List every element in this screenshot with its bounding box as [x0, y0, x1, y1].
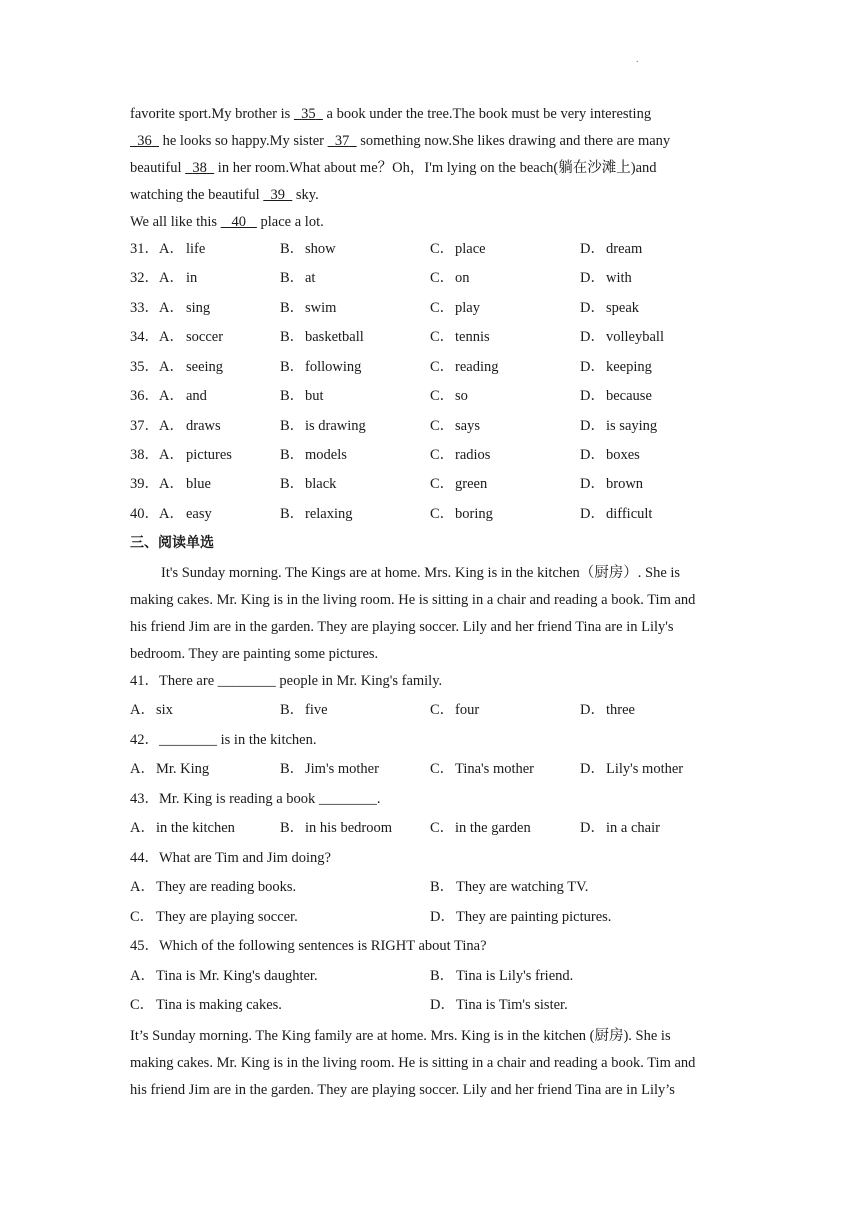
question-stem: 42．________ is in the kitchen. [130, 732, 317, 748]
passage-line: It's Sunday morning. The Kings are at home. Mrs. King is in the kitchen（厨房）. She is [161, 565, 681, 581]
option-label: D． [580, 270, 605, 286]
cloze-blank: 37 [334, 133, 350, 149]
question-number: 32．A． [130, 270, 184, 286]
option-label: B． [280, 329, 305, 345]
passage-line [130, 158, 657, 178]
option-b: They are watching TV. [456, 879, 589, 895]
option-b: Jim's mother [305, 761, 379, 777]
passage-text: he looks so happy.My sister [159, 133, 328, 149]
option-label: D． [580, 447, 605, 463]
cloze-option-row [0, 327, 860, 347]
option-d: volleyball [606, 329, 664, 345]
section-heading: 三、阅读单选 [130, 535, 214, 551]
option-label: B． [280, 241, 305, 257]
option-a: and [186, 388, 207, 404]
question-stem: 44．What are Tim and Jim doing? [130, 850, 331, 866]
passage-line: his friend Jim are in the garden. They are playing soccer. Lily and her friend Tina are in Lily's [130, 619, 674, 635]
cloze-blank: 38 [192, 160, 207, 176]
option-a: soccer [186, 329, 224, 345]
option-row [0, 907, 860, 927]
option-label: C． [430, 447, 455, 463]
option-label: C． [430, 476, 455, 492]
option-label: C． [430, 329, 455, 345]
option-label: C． [430, 506, 455, 522]
option-d: boxes [606, 447, 640, 463]
option-label: C． [430, 761, 455, 777]
option-label: B． [280, 506, 305, 522]
passage-line: making cakes. Mr. King is in the living room. He is sitting in a chair and reading a book. Tim and [130, 592, 696, 608]
option-d: dream [606, 241, 643, 257]
passage-line: making cakes. Mr. King is in the living room. He is sitting in a chair and reading a book. Tim and [130, 1055, 696, 1071]
option-a: six [156, 702, 173, 718]
option-b: but [305, 388, 324, 404]
cloze-option-row [0, 445, 860, 465]
passage-line [130, 212, 324, 232]
option-b: models [305, 447, 347, 463]
option-label: C． [130, 909, 155, 925]
option-label: D． [580, 241, 605, 257]
option-a: in [186, 270, 198, 286]
cloze-option-row [0, 416, 860, 436]
option-label: D． [580, 359, 605, 375]
option-d: because [606, 388, 652, 404]
passage-line [130, 131, 670, 151]
option-b: swim [305, 300, 337, 316]
option-a: pictures [186, 447, 232, 463]
passage-line: It’s Sunday morning. The King family are at home. Mrs. King is in the kitchen (厨房). She is [130, 1028, 671, 1044]
cloze-option-row [0, 474, 860, 494]
option-d: Tina is Tim's sister. [456, 997, 568, 1013]
option-c: play [455, 300, 480, 316]
cloze-blank: 40 [231, 214, 247, 230]
option-a: Tina is Mr. King's daughter. [156, 968, 318, 984]
option-row [0, 966, 860, 986]
cloze-option-row [0, 357, 860, 377]
cloze-blank: 35 [301, 106, 316, 122]
option-c: They are playing soccer. [156, 909, 298, 925]
option-label: D． [580, 388, 605, 404]
option-b: black [305, 476, 337, 492]
option-label: A． [130, 820, 155, 836]
option-d: is saying [606, 418, 658, 434]
option-label: B． [280, 359, 305, 375]
option-a: sing [186, 300, 211, 316]
option-a: seeing [186, 359, 224, 375]
option-c: in the garden [455, 820, 531, 836]
option-row [0, 818, 860, 838]
question-number: 40．A． [130, 506, 184, 522]
option-d: They are painting pictures. [456, 909, 612, 925]
page-mark: . [636, 54, 639, 65]
option-row [0, 995, 860, 1015]
passage-line: bedroom. They are painting some pictures. [130, 646, 379, 662]
cloze-option-row [0, 268, 860, 288]
question-number: 39．A． [130, 476, 184, 492]
question-number: 38．A． [130, 447, 184, 463]
passage-text: in her room.What about me？Oh，I'm lying on the beach(躺在沙滩上)and [214, 160, 657, 176]
option-a: blue [186, 476, 211, 492]
passage-line [130, 185, 319, 205]
option-a: in the kitchen [156, 820, 235, 836]
question-number: 33．A． [130, 300, 184, 316]
option-c: says [455, 418, 480, 434]
option-label: C． [430, 359, 455, 375]
option-label: D． [580, 476, 605, 492]
option-label: C． [430, 300, 455, 316]
question-number: 34．A． [130, 329, 184, 345]
option-label: D． [580, 506, 605, 522]
option-row [0, 700, 860, 720]
passage-text: We all like this [130, 214, 221, 230]
option-row [0, 877, 860, 897]
cloze-blank: 39 [270, 187, 286, 203]
option-c: green [455, 476, 488, 492]
option-label: D． [430, 909, 455, 925]
option-a: life [186, 241, 206, 257]
option-a: draws [186, 418, 221, 434]
passage-text: place a lot. [256, 214, 324, 230]
question-number: 31．A． [130, 241, 184, 257]
option-b: five [305, 702, 328, 718]
option-d: speak [606, 300, 640, 316]
option-label: B． [280, 820, 305, 836]
passage-line: his friend Jim are in the garden. They are playing soccer. Lily and her friend Tina are in Lily’s [130, 1082, 675, 1098]
option-label: A． [130, 761, 155, 777]
option-label: B． [280, 300, 305, 316]
option-label: C． [430, 270, 455, 286]
option-label: D． [580, 329, 605, 345]
option-c: tennis [455, 329, 490, 345]
option-label: B． [280, 476, 305, 492]
option-label: D． [580, 300, 605, 316]
option-c: Tina's mother [455, 761, 535, 777]
cloze-option-row [0, 298, 860, 318]
option-c: boring [455, 506, 493, 522]
option-b: following [305, 359, 362, 375]
cloze-option-row [0, 386, 860, 406]
option-label: B． [280, 418, 305, 434]
option-b: at [305, 270, 316, 286]
option-d: keeping [606, 359, 652, 375]
option-d: in a chair [606, 820, 660, 836]
option-b: Tina is Lily's friend. [456, 968, 574, 984]
option-label: B． [430, 968, 455, 984]
question-number: 36．A． [130, 388, 184, 404]
option-d: three [606, 702, 635, 718]
option-label: B． [430, 879, 455, 895]
option-b: is drawing [305, 418, 366, 434]
option-label: B． [280, 270, 305, 286]
option-d: Lily's mother [606, 761, 684, 777]
option-b: show [305, 241, 336, 257]
cloze-option-row [0, 504, 860, 524]
passage-text: watching the beautiful [130, 187, 264, 203]
option-c: radios [455, 447, 491, 463]
option-b: in his bedroom [305, 820, 392, 836]
question-number: 37．A． [130, 418, 184, 434]
option-label: C． [430, 388, 455, 404]
option-c: four [455, 702, 480, 718]
option-label: C． [430, 241, 455, 257]
question-stem: 41．There are ________ people in Mr. King's family. [130, 673, 443, 689]
option-label: B． [280, 388, 305, 404]
option-label: D． [580, 702, 605, 718]
option-label: B． [280, 447, 305, 463]
option-label: A． [130, 702, 155, 718]
option-c: reading [455, 359, 499, 375]
option-label: B． [280, 702, 305, 718]
option-c: so [455, 388, 468, 404]
option-b: relaxing [305, 506, 353, 522]
option-label: D． [430, 997, 455, 1013]
option-c: place [455, 241, 486, 257]
passage-text: a book under the tree.The book must be very interesting [322, 106, 652, 122]
option-label: A． [130, 879, 155, 895]
option-a: easy [186, 506, 212, 522]
question-stem: 45．Which of the following sentences is RIGHT about Tina? [130, 938, 487, 954]
option-d: difficult [606, 506, 653, 522]
option-label: C． [430, 418, 455, 434]
option-label: B． [280, 761, 305, 777]
option-label: C． [430, 820, 455, 836]
option-a: Mr. King [156, 761, 210, 777]
option-c: Tina is making cakes. [156, 997, 282, 1013]
option-label: C． [430, 702, 455, 718]
option-b: basketball [305, 329, 364, 345]
question-number: 35．A． [130, 359, 184, 375]
passage-text: favorite sport.My brother is [130, 106, 294, 122]
cloze-option-row [0, 239, 860, 259]
passage-text: sky. [292, 187, 319, 203]
option-d: with [606, 270, 632, 286]
option-c: on [455, 270, 470, 286]
cloze-blank: 36 [137, 133, 152, 149]
passage-text: something now.She likes drawing and there are many [356, 133, 671, 149]
option-label: C． [130, 997, 155, 1013]
option-label: D． [580, 820, 605, 836]
passage-line [130, 104, 651, 124]
passage-text: beautiful [130, 160, 186, 176]
option-row [0, 759, 860, 779]
option-a: They are reading books. [156, 879, 297, 895]
option-label: D． [580, 418, 605, 434]
option-label: A． [130, 968, 155, 984]
option-label: D． [580, 761, 605, 777]
option-d: brown [606, 476, 644, 492]
question-stem: 43．Mr. King is reading a book ________. [130, 791, 381, 807]
